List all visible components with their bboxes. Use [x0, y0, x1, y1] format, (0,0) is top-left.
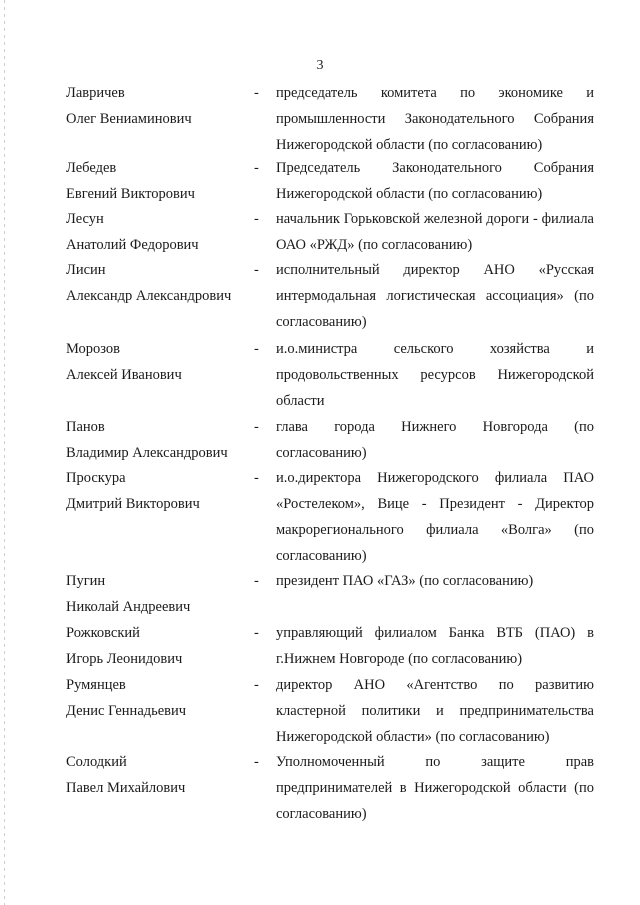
member-name [66, 749, 256, 801]
separator-dash: - [254, 625, 259, 641]
member-role: и.о.директора Нижегородского филиала ПАО «Ростелеком», Вице - Президент - Директор макрорегионального филиала «Волга» (по согласованию) [276, 470, 594, 564]
member-name [66, 257, 256, 309]
member-given-name: Анатолий Федорович [66, 237, 199, 253]
scan-edge-artifact [4, 0, 5, 905]
member-surname: Лавричев [66, 85, 125, 101]
member-surname: Пугин [66, 573, 106, 589]
member-surname: Рожковский [66, 625, 140, 641]
separator-dash: - [254, 262, 259, 278]
member-given-name: Алексей Иванович [66, 367, 182, 383]
separator-dash: - [254, 573, 259, 589]
member-role: исполнительный директор АНО «Русская интермодальная логистическая ассоциация» (по согласованию) [276, 262, 594, 330]
member-role: начальник Горьковской железной дороги - филиала ОАО «РЖД» (по согласованию) [276, 211, 594, 253]
member-given-name: Денис Геннадьевич [66, 703, 187, 719]
member-given-name: Евгений Викторович [66, 186, 195, 202]
member-role: Председатель Законодательного Собрания Нижегородской области (по согласованию) [276, 160, 594, 202]
member-role: Уполномоченный по защите прав предпринимателей в Нижегородской области (по согласованию) [276, 754, 594, 822]
member-role: директор АНО «Агентство по развитию кластерной политики и предпринимательства Нижегородской области» (по согласованию) [276, 677, 594, 745]
member-name [66, 155, 256, 207]
member-surname: Морозов [66, 341, 121, 357]
separator-dash: - [254, 754, 259, 770]
separator-dash: - [254, 160, 259, 176]
separator-dash: - [254, 341, 259, 357]
member-surname: Панов [66, 419, 105, 435]
member-surname: Проскура [66, 470, 126, 486]
member-name [66, 206, 256, 258]
member-given-name: Олег Вениаминович [66, 111, 192, 127]
member-name [66, 672, 256, 724]
member-role: президент ПАО «ГАЗ» (по согласованию) [276, 573, 534, 589]
member-given-name: Владимир Александрович [66, 445, 228, 461]
member-surname: Солодкий [66, 754, 127, 770]
member-name [66, 336, 256, 388]
member-name [66, 568, 256, 620]
member-given-name: Игорь Леонидович [66, 651, 183, 667]
member-surname: Лесун [66, 211, 104, 227]
member-name [66, 620, 256, 672]
member-name [66, 414, 256, 466]
separator-dash: - [254, 85, 259, 101]
page-number: 3 [316, 58, 324, 73]
separator-dash: - [254, 211, 259, 227]
member-given-name: Павел Михайлович [66, 780, 186, 796]
member-given-name: Николай Андреевич [66, 599, 191, 615]
member-role: председатель комитета по экономике и промышленности Законодательного Собрания Нижегородской области (по согласованию) [276, 85, 594, 153]
member-role: и.о.министра сельского хозяйства и продовольственных ресурсов Нижегородской области [276, 341, 594, 409]
member-name [66, 465, 256, 517]
member-surname: Лебедев [66, 160, 117, 176]
member-name [66, 80, 256, 132]
member-given-name: Александр Александрович [66, 288, 232, 304]
member-surname: Румянцев [66, 677, 126, 693]
member-surname: Лисин [66, 262, 106, 278]
separator-dash: - [254, 677, 259, 693]
member-role: управляющий филиалом Банка ВТБ (ПАО) в г.Нижнем Новгороде (по согласованию) [276, 625, 594, 667]
member-role: глава города Нижнего Новгорода (по согласованию) [276, 419, 594, 461]
separator-dash: - [254, 470, 259, 486]
separator-dash: - [254, 419, 259, 435]
member-given-name: Дмитрий Викторович [66, 496, 200, 512]
